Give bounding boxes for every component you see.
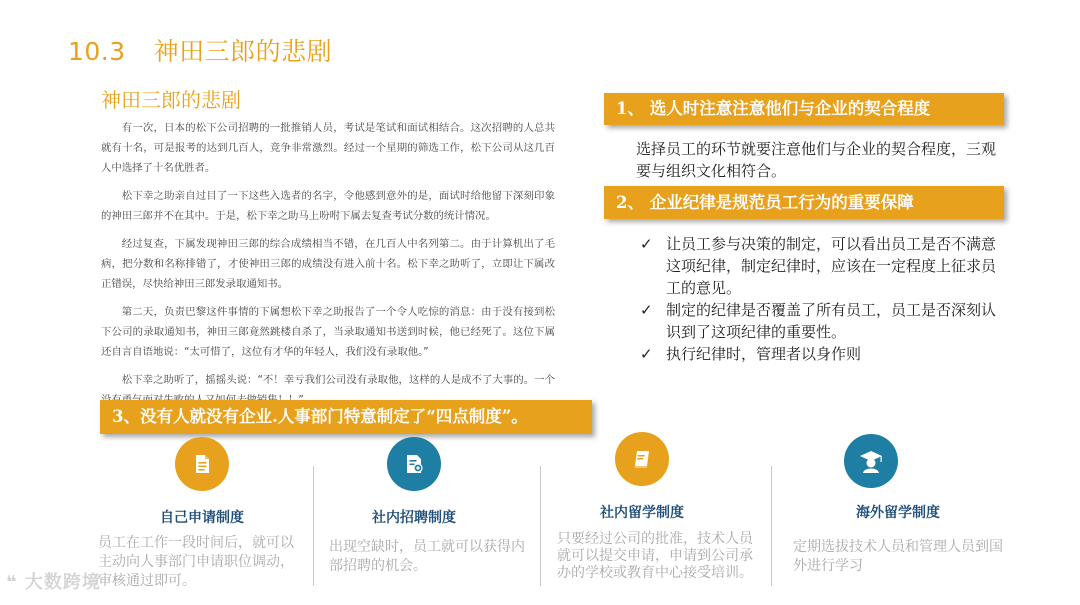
watermark [6,568,101,594]
system-4-title: 海外留学制度 [856,505,940,521]
section1-banner: 1、 选人时注意注意他们与企业的契合程度 [604,93,1004,125]
story-paragraph: 松下幸之助听了，摇摇头说：“不！幸亏我们公司没有录取他，这样的人是成不了大事的。一个 [121,374,555,386]
graduate-icon [856,446,886,476]
section2-banner: 2、 企业纪律是规范员工行为的重要保障 [604,186,1004,219]
checklist-item [640,233,1008,299]
section2-checklist [640,233,1008,365]
column-divider [540,466,541,586]
slide-title-text: 神田三郎的悲剧 [153,37,333,66]
system-4-body: 定期选拔技术人员和管理人员到国外进行学习 [793,539,1003,574]
chat-bubble-icon: ❝ [6,572,18,593]
system-3-body: 只要经过公司的批准，技术人员就可以提交申请，申请到公司承办的学校或教育中心接受培训。 [557,531,753,581]
story-paragraph: 第二天，负责巴黎这件事情的下属想松下幸之助报告了一个令人吃惊的消息：由于没有接到松下公司的录取通知书，神田三郎竟然跳楼自杀了，当录取通知书送到时候，他已经死了。这位下属还自言自语地说：“太可惜了，这位有才华的年轻人，我们没有录取他。” [101,306,555,358]
system-4-circle [844,434,898,488]
checklist-item-text: 执行纪律时，管理者以身作则 [666,345,862,363]
checkmark-icon: ✓ [640,345,653,363]
system-1-circle [175,437,229,491]
section3-banner: 3、没有人就没有企业.人事部门特意制定了“四点制度”。 [100,400,592,434]
system-2-body: 出现空缺时，员工就可以获得内部招聘的机会。 [329,539,525,574]
system-2-circle [387,437,441,491]
section1-text: 选择员工的环节就要注意他们与企业的契合程度，三观要与组织文化相符合。 [636,140,997,180]
slide-number: 10.3 [68,37,126,66]
system-3-title: 社内留学制度 [600,505,684,521]
checkmark-icon: ✓ [640,235,653,253]
story-title: 神田三郎的悲剧 [101,88,241,112]
checklist-item [640,343,1008,365]
story-paragraph: 有一次，日本的松下公司招聘的一批推销人员，考试是笔试和面试相结合。这次招聘的人总共就有十名，可是报考的达到几百人，竞争非常激烈。经过一个星期的筛选工作，松下公司从这几百人中选择了十名优胜者。 [101,122,555,174]
story-paragraph: 松下幸之助亲自过目了一下这些入选者的名字，令他感到意外的是，面试时给他留下深刻印象的神田三郎并不在其中。于是，松下幸之助马上吩咐下属去复查考试分数的统计情况。 [101,190,555,222]
column-divider [313,466,314,586]
document-icon [189,451,215,477]
story-text [101,118,555,418]
system-3-circle [615,432,669,486]
system-1-body: 员工在工作一段时间后，就可以主动向人事部门申请职位调动，审核通过即可。 [98,535,294,589]
system-2-title: 社内招聘制度 [372,510,456,526]
certificate-document-icon [401,451,427,477]
story-paragraph: 经过复查，下属发现神田三郎的综合成绩相当不错，在几百人中名列第二。由于计算机出了毛病，把分数和名称排错了，才使神田三郎的成绩没有进入前十名。松下幸之助听了，立即让下属改正错误，尽快给神田三郎发录取通知书。 [101,238,555,290]
checklist-item-text: 让员工参与决策的制定，可以看出员工是否不满意这项纪律，制定纪律时，应该在一定程度上征求员工的意见。 [666,235,997,297]
checklist-item [640,299,1008,343]
book-icon [629,446,655,472]
watermark-text: 大数跨境 [24,572,101,593]
checklist-item-text: 制定的纪律是否覆盖了所有员工，员工是否深刻认识到了这项纪律的重要性。 [666,301,997,341]
slide-title [68,32,332,68]
column-divider [771,466,772,586]
checkmark-icon: ✓ [640,301,653,319]
system-1-title: 自己申请制度 [160,510,244,526]
